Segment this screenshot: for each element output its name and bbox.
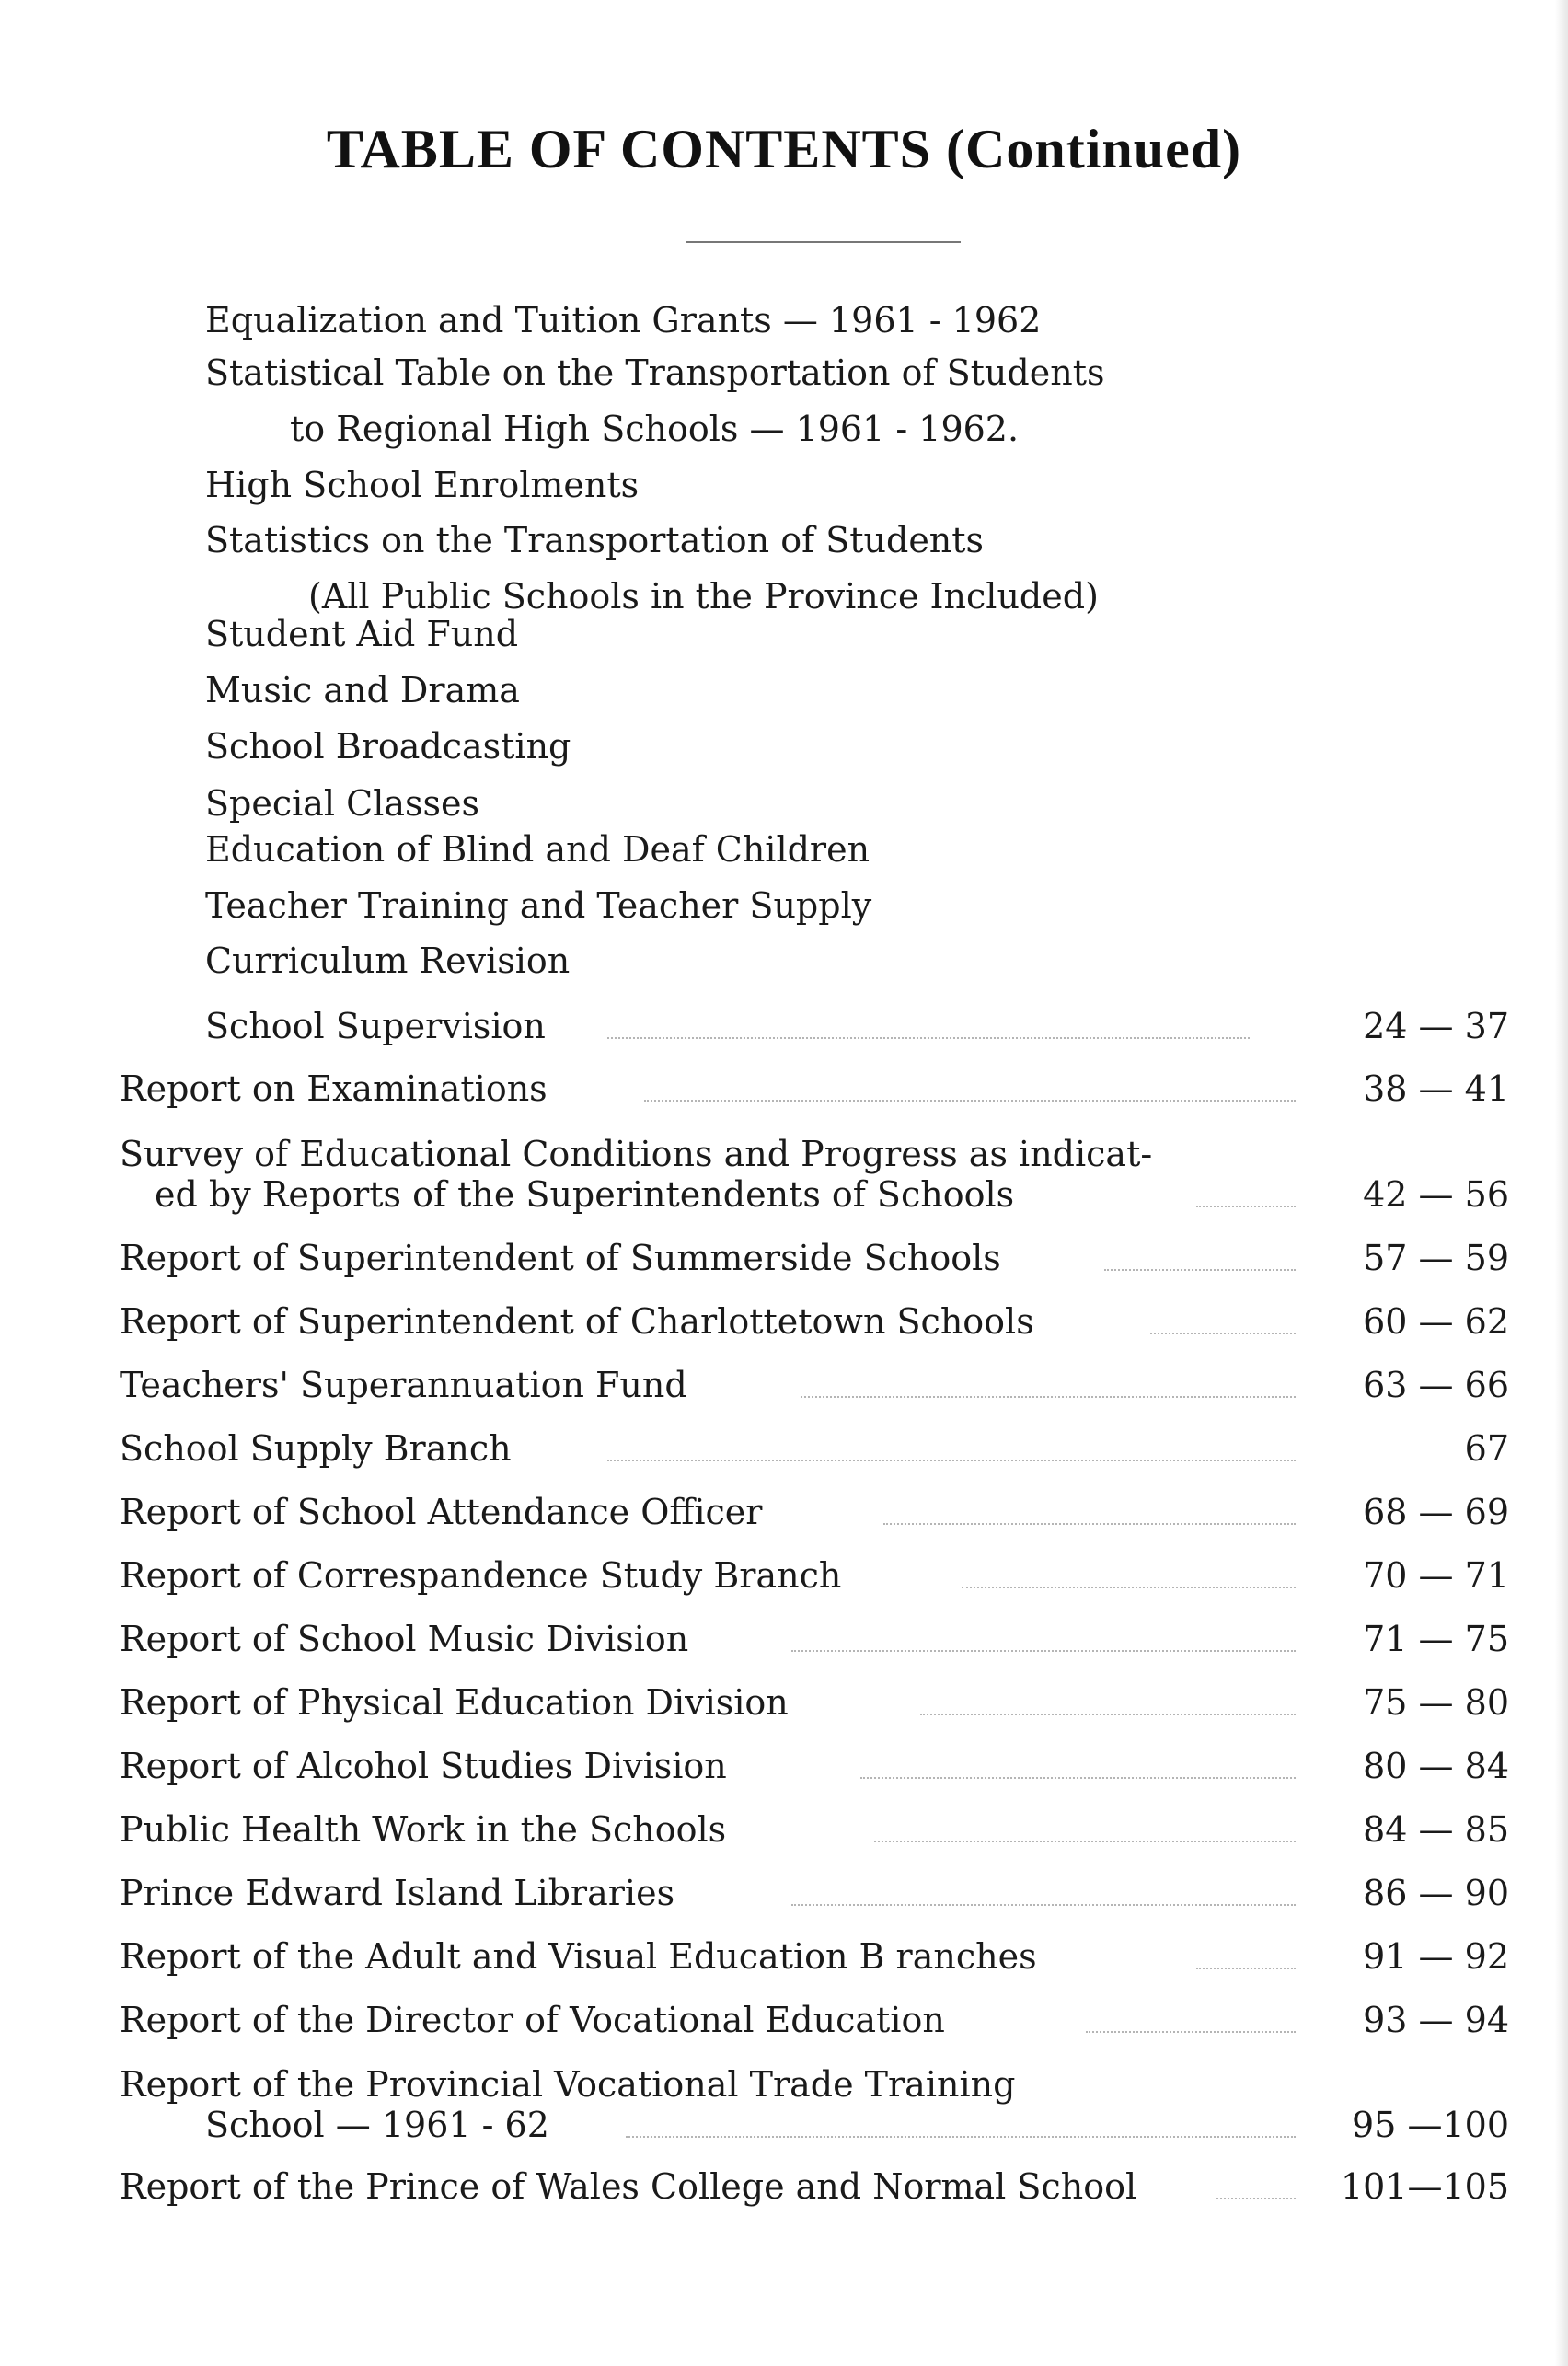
page-title: TABLE OF CONTENTS (Continued) [326,119,1242,179]
toc-entry-pages: 93 — 94 [1363,2000,1509,2040]
dot-leader [801,1396,1296,1398]
toc-entry-label: Survey of Educational Conditions and Progress as indicat- [120,1134,1153,1174]
toc-entry-label: Teacher Training and Teacher Supply [205,885,872,926]
toc-entry-label: Statistics on the Transportation of Students [205,520,985,560]
toc-entry-label: Report of School Attendance Officer [120,1492,763,1532]
toc-entry-pages: 86 — 90 [1363,1873,1509,1913]
toc-entry-label: School Supervision [205,1006,546,1046]
toc-entry-pages: 63 — 66 [1363,1365,1509,1405]
dot-leader [1150,1333,1296,1334]
toc-entry-pages: 75 — 80 [1363,1682,1509,1723]
toc-entry-label: Report of Alcohol Studies Division [120,1746,727,1786]
dot-leader [1086,2031,1296,2033]
toc-entry-label: School Broadcasting [205,726,571,767]
dot-leader [644,1100,1296,1102]
toc-entry-pages: 91 — 92 [1363,1936,1509,1977]
toc-entry-label: Music and Drama [205,670,520,710]
toc-entry-label: School Supply Branch [120,1428,512,1469]
toc-entry-pages: 24 — 37 [1363,1006,1509,1046]
dot-leader [791,1904,1296,1906]
toc-entry-pages: 57 — 59 [1363,1238,1509,1278]
dot-leader [1196,1206,1296,1207]
dot-leader [920,1714,1296,1715]
page-edge-shadow [1555,0,1568,2366]
toc-entry-pages: 67 [1464,1428,1509,1469]
toc-entry-label: Special Classes [205,783,480,824]
toc-entry-label-continuation: School — 1961 - 62 [205,2105,549,2145]
toc-entry-pages: 95 —100 [1352,2105,1509,2145]
toc-entry-label: Report of Superintendent of Summerside Schools [120,1238,1001,1278]
toc-entry-pages: 84 — 85 [1363,1809,1509,1850]
toc-entry-label: Report of School Music Division [120,1619,689,1659]
toc-entry-pages: 71 — 75 [1363,1619,1509,1659]
toc-entry-label: Report on Examinations [120,1068,548,1109]
toc-entry-label: Report of the Prince of Wales College and Normal School [120,2166,1137,2207]
dot-leader [962,1587,1296,1588]
toc-entry-pages: 80 — 84 [1363,1746,1509,1786]
toc-entry-pages: 42 — 56 [1363,1174,1509,1215]
toc-entry-label: to Regional High Schools — 1961 - 1962. [290,409,1020,449]
toc-entry-label: Report of Physical Education Division [120,1682,789,1723]
toc-entry-label-continuation: ed by Reports of the Superintendents of Schools [155,1174,1015,1215]
toc-entry-pages: 38 — 41 [1363,1068,1509,1109]
toc-entry-label: Student Aid Fund [205,614,519,654]
toc-entry-pages: 101—105 [1340,2166,1509,2207]
toc-entry-label: Education of Blind and Deaf Children [205,829,870,870]
dot-leader [626,2136,1296,2138]
toc-entry-pages: 70 — 71 [1363,1555,1509,1596]
toc-entry-label: (All Public Schools in the Province Included) [308,576,1099,617]
dot-leader [791,1650,1296,1652]
toc-entry-label: Prince Edward Island Libraries [120,1873,675,1913]
dot-leader [883,1523,1296,1525]
toc-entry-label: Report of the Provincial Vocational Trade Training [120,2064,1016,2105]
toc-entry-label: Teachers' Superannuation Fund [120,1365,687,1405]
dot-leader [1216,2198,1296,2199]
toc-entry-label: Public Health Work in the Schools [120,1809,727,1850]
toc-entry-pages: 68 — 69 [1363,1492,1509,1532]
toc-entry-label: Equalization and Tuition Grants — 1961 - 1962 [205,300,1042,340]
toc-entry-label: Statistical Table on the Transportation of Students [205,352,1105,393]
toc-entry-label: Report of Correspandence Study Branch [120,1555,842,1596]
toc-entry-label: Curriculum Revision [205,941,571,981]
toc-entry-pages: 60 — 62 [1363,1301,1509,1342]
dot-leader [860,1777,1296,1779]
toc-entry-label: Report of the Adult and Visual Education B ranches [120,1936,1037,1977]
dot-leader [1104,1269,1296,1271]
dot-leader [607,1037,1250,1039]
dot-leader [607,1460,1296,1461]
toc-entry-label: High School Enrolments [205,465,640,505]
toc-entry-label: Report of Superintendent of Charlottetown Schools [120,1301,1034,1342]
dot-leader [874,1841,1296,1842]
dot-leader [1196,1968,1296,1969]
toc-entry-label: Report of the Director of Vocational Education [120,2000,945,2040]
